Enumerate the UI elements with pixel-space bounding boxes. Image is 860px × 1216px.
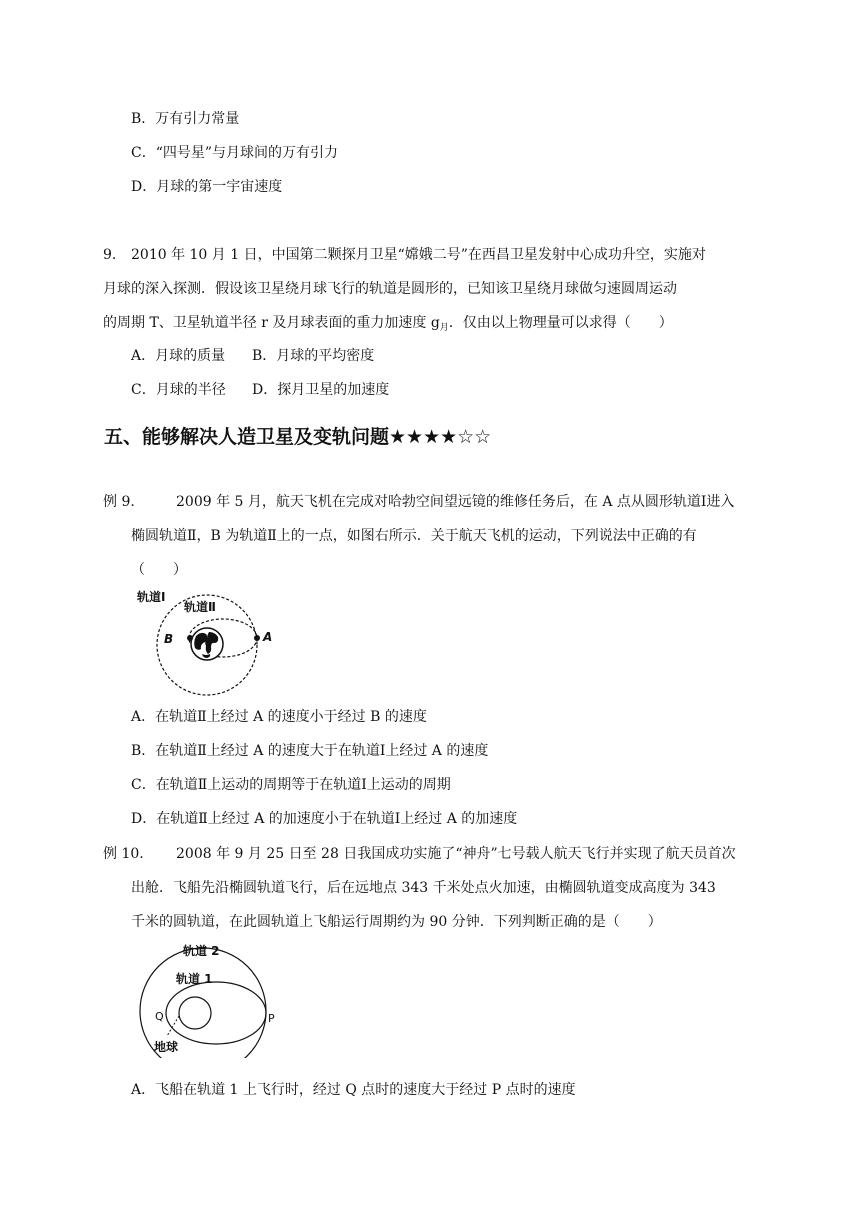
- q8-option-b: B．万有引力常量: [131, 111, 240, 127]
- q8-option-d: D．月球的第一宇宙速度: [131, 179, 283, 195]
- point-p-label: P: [268, 1012, 275, 1025]
- earth-label: 地球: [154, 1040, 179, 1054]
- point-q-label: Q: [155, 1010, 164, 1023]
- ex10-orbit-figure: [134, 938, 284, 1058]
- ex10-line-2: 出舱．飞船先沿椭圆轨道飞行，后在远地点 343 千米处点火加速，由椭圆轨道变成高度为 343: [131, 880, 716, 896]
- ex9-label: 例 9.: [103, 494, 135, 510]
- point-b-marker: [187, 635, 193, 641]
- q9-option-d: D．探月卫星的加速度: [252, 382, 390, 398]
- ex9-option-d: D．在轨道Ⅱ上经过 A 的加速度小于在轨道Ⅰ上经过 A 的加速度: [131, 811, 518, 827]
- ex10-option-a: A．飞船在轨道 1 上飞行时，经过 Q 点时的速度大于经过 P 点时的速度: [131, 1082, 576, 1098]
- ex10-line-1: 2008 年 9 月 25 日至 28 日我国成功实施了“神舟”七号载人航天飞行并实现了航天员首次: [176, 846, 736, 862]
- q8-option-c: C．“四号星”与月球间的万有引力: [131, 145, 339, 161]
- ex9-line-2: 椭圆轨道Ⅱ，B 为轨道Ⅱ上的一点，如图右所示．关于航天飞机的运动，下列说法中正确的有: [131, 528, 697, 544]
- ex9-option-b: B．在轨道Ⅱ上经过 A 的速度大于在轨道Ⅰ上经过 A 的速度: [131, 743, 489, 759]
- orbit-2-label: 轨道Ⅱ: [184, 600, 216, 614]
- q9-option-a: A．月球的质量: [131, 348, 226, 364]
- ex9-line-3: （ ）: [131, 562, 187, 578]
- ex9-option-a: A．在轨道Ⅱ上经过 A 的速度小于经过 B 的速度: [131, 709, 427, 725]
- section-5-heading: 五、能够解决人造卫星及变轨问题★★★★☆☆: [104, 426, 492, 448]
- q9-option-b: B．月球的平均密度: [252, 348, 375, 364]
- earth-icon: [191, 628, 223, 660]
- q9-number: 9.: [103, 247, 117, 263]
- point-a-marker: [254, 635, 260, 641]
- q9-option-c: C．月球的半径: [131, 382, 226, 398]
- q9-subscript-moon: 月: [439, 323, 449, 333]
- orbit-2-label: 轨道 2: [183, 944, 220, 958]
- q9-line-1: 2010 年 10 月 1 日，中国第二颗探月卫星“嫦娥二号”在西昌卫星发射中心成功升空，实施对: [131, 247, 706, 263]
- q9-line-3: [103, 313, 673, 338]
- q9-line-3-post: ．仅由以上物理量可以求得（ ）: [448, 315, 673, 331]
- earth-circle: [179, 997, 211, 1029]
- ex9-orbit-figure: [134, 586, 274, 696]
- point-a-label: A: [263, 630, 273, 644]
- ex10-label: 例 10.: [103, 846, 144, 862]
- orbit-1-label: 轨道 1: [176, 972, 213, 986]
- ex9-line-1: 2009 年 5 月，航天飞机在完成对哈勃空间望远镜的维修任务后，在 A 点从圆形轨道Ⅰ进入: [176, 494, 735, 510]
- q9-line-2: 月球的深入探测．假设该卫星绕月球飞行的轨道是圆形的，已知该卫星绕月球做匀速圆周运动: [103, 281, 677, 297]
- ex10-line-3: 千米的圆轨道，在此圆轨道上飞船运行周期约为 90 分钟．下列判断正确的是（ ）: [131, 914, 662, 930]
- ex9-option-c: C．在轨道Ⅱ上运动的周期等于在轨道Ⅰ上运动的周期: [131, 777, 451, 793]
- point-b-label: B: [164, 632, 174, 646]
- orbit-1-label: 轨道Ⅰ: [137, 590, 166, 604]
- q9-line-3-pre: 的周期 T、卫星轨道半径 r 及月球表面的重力加速度 g: [103, 315, 440, 331]
